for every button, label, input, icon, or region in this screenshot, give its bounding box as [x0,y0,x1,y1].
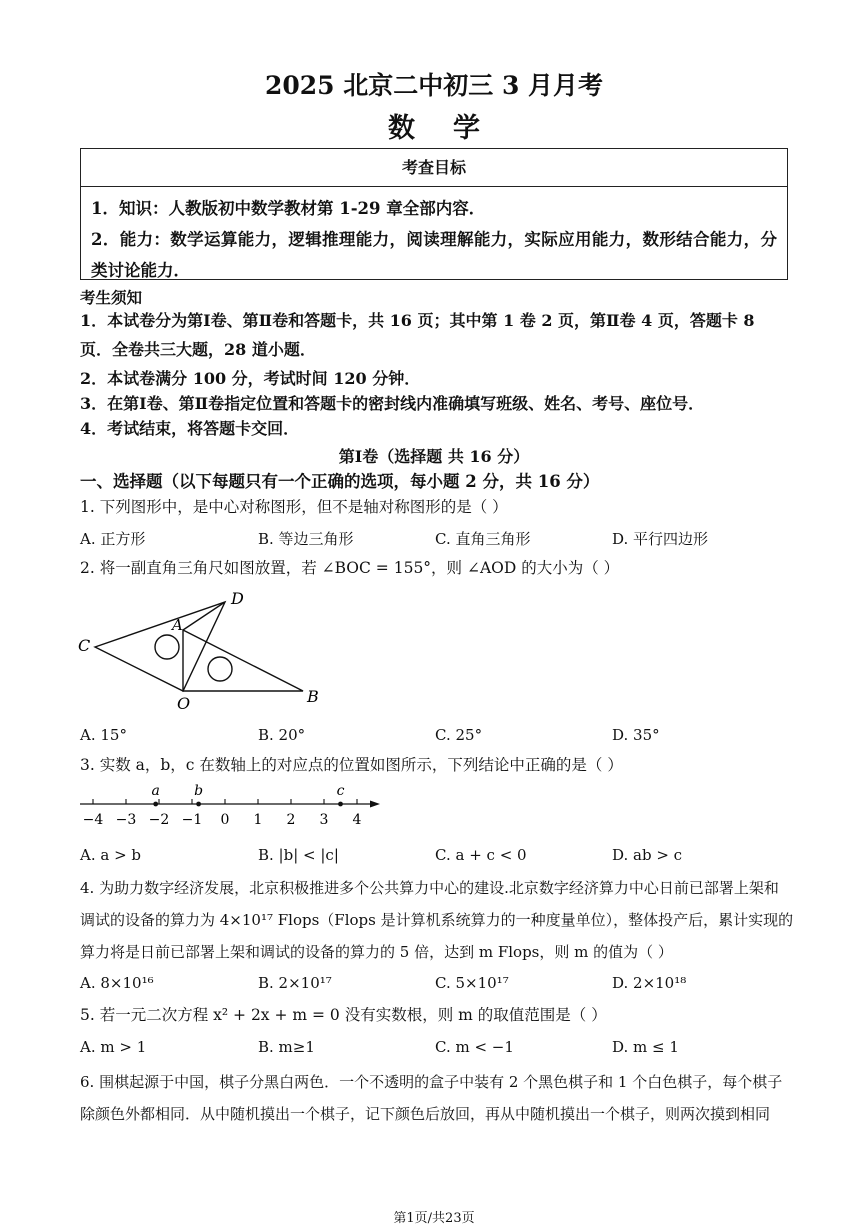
page-footer: 第1页/共23页 [393,1211,475,1226]
stem-line: 除颜色外都相同．从中随机摸出一个棋子，记下颜色后放回，再从中随机摸出一个棋子，则两次摸到相同 [80,1105,771,1123]
option-b: B. 20° [258,726,306,744]
option-a: A. m > 1 [80,1038,147,1056]
option-a: A. 正方形 [80,530,146,548]
option-c: C. a + c < 0 [435,846,527,864]
exam-title: 2025 北京二中初三 3 月月考 [264,71,604,100]
notice-item: 4．考试结束，将答题卡交回． [80,419,300,438]
label-o: O [177,694,191,713]
objectives-box [80,148,788,280]
option-c: C. 直角三角形 [435,530,531,548]
objective-item: 2．能力：数学运算能力，逻辑推理能力，阅读理解能力，实际应用能力，数形结合能力，分类讨论能力． [91,230,777,280]
hole-circle [208,657,232,681]
stem-line: 4. 为助力数字经济发展，北京积极推进多个公共算力中心的建设.北京数字经济算力中心日前已部署上架和 [80,879,779,897]
question-stem-multiline [80,872,792,968]
option-d: D. 35° [612,726,660,744]
point-label: b [194,783,204,799]
option-b: B. |b| < |c| [258,846,339,864]
option-b: B. m≥1 [258,1038,315,1056]
tick-label: −4 [82,812,104,828]
option-a: A. a > b [80,846,142,864]
objective-item: 1．知识：人教版初中数学教材第 1-29 章全部内容． [91,199,486,218]
tick-label: 4 [352,812,362,828]
tick-label: −2 [148,812,170,828]
label-d: D [231,589,244,608]
notice-item: 1．本试卷分为第Ⅰ卷、第Ⅱ卷和答题卡，共 16 页；其中第 1 卷 2 页，第Ⅱ卷 4 页，答题卡 8 页．全卷共三大题，28 道小题． [80,311,755,359]
stem-line: 6. 围棋起源于中国，棋子分黑白两色．一个不透明的盒子中装有 2 个黑色棋子和 1 个白色棋子，每个棋子 [80,1073,783,1091]
question-stem: 1. 下列图形中，是中心对称图形，但不是轴对称图形的是（ ） [80,498,508,516]
arrow-head-icon [370,801,380,808]
option-b: B. 等边三角形 [258,530,354,548]
notice-item: 2．本试卷满分 100 分，考试时间 120 分钟． [80,369,421,388]
option-c: C. m < −1 [435,1038,514,1056]
section-heading: 一、选择题（以下每题只有一个正确的选项，每小题 2 分，共 16 分） [80,472,600,491]
triangles-figure [70,585,340,715]
objectives-heading: 考查目标 [81,149,787,187]
label-c: C [78,636,91,655]
stem-line: 算力将是日前已部署上架和调试的设备的算力的 5 倍，达到 m Flops，则 m 的值为（ ） [80,943,673,961]
subject-title: 数学 [388,113,518,144]
question-options [80,528,792,550]
point-label: a [151,783,160,799]
question-options [80,726,792,748]
stem-line: 调试的设备的算力为 4×10¹⁷ Flops（Flops 是计算机系统算力的一种度量单位），整体投产后，累计实现的 [80,911,794,929]
part-title: 第Ⅰ卷（选择题 共 16 分） [338,447,530,466]
hole-circle [155,635,179,659]
option-d: D. ab > c [612,846,683,864]
option-b: B. 2×10¹⁷ [258,974,332,992]
point-c [338,802,343,807]
point-a [153,802,158,807]
tick-label: −1 [181,812,203,828]
tick-label: 2 [286,812,296,828]
tick-label: 1 [253,812,263,828]
tick-label: 3 [319,812,329,828]
tick-label: 0 [220,812,230,828]
point-b [196,802,201,807]
triangle-set-square-right [183,630,303,691]
label-b: B [307,687,319,706]
question-stem: 2. 将一副直角三角尺如图放置，若 ∠BOC = 155°，则 ∠AOD 的大小为（ ） [80,559,620,577]
option-d: D. 平行四边形 [612,530,709,548]
tick-label: −3 [115,812,137,828]
question-stem: 5. 若一元二次方程 x² + 2x + m = 0 没有实数根，则 m 的取值范围是（ ） [80,1006,607,1024]
question-options [80,846,792,868]
option-c: C. 25° [435,726,483,744]
option-c: C. 5×10¹⁷ [435,974,509,992]
option-d: D. 2×10¹⁸ [612,974,687,992]
question-stem: 3. 实数 a，b，c 在数轴上的对应点的位置如图所示，下列结论中正确的是（ ） [80,756,623,774]
question-options [80,1038,792,1060]
option-a: A. 15° [80,726,127,744]
option-d: D. m ≤ 1 [612,1038,679,1056]
label-a: A [172,616,183,634]
question-options [80,974,792,996]
question-stem-multiline [80,1066,792,1130]
notice-item: 3．在第Ⅰ卷、第Ⅱ卷指定位置和答题卡的密封线内准确填写班级、姓名、考号、座位号． [80,394,705,413]
number-line-figure [76,782,386,830]
point-label: c [336,783,345,799]
notice-heading: 考生须知 [80,288,143,307]
option-a: A. 8×10¹⁶ [80,974,154,992]
